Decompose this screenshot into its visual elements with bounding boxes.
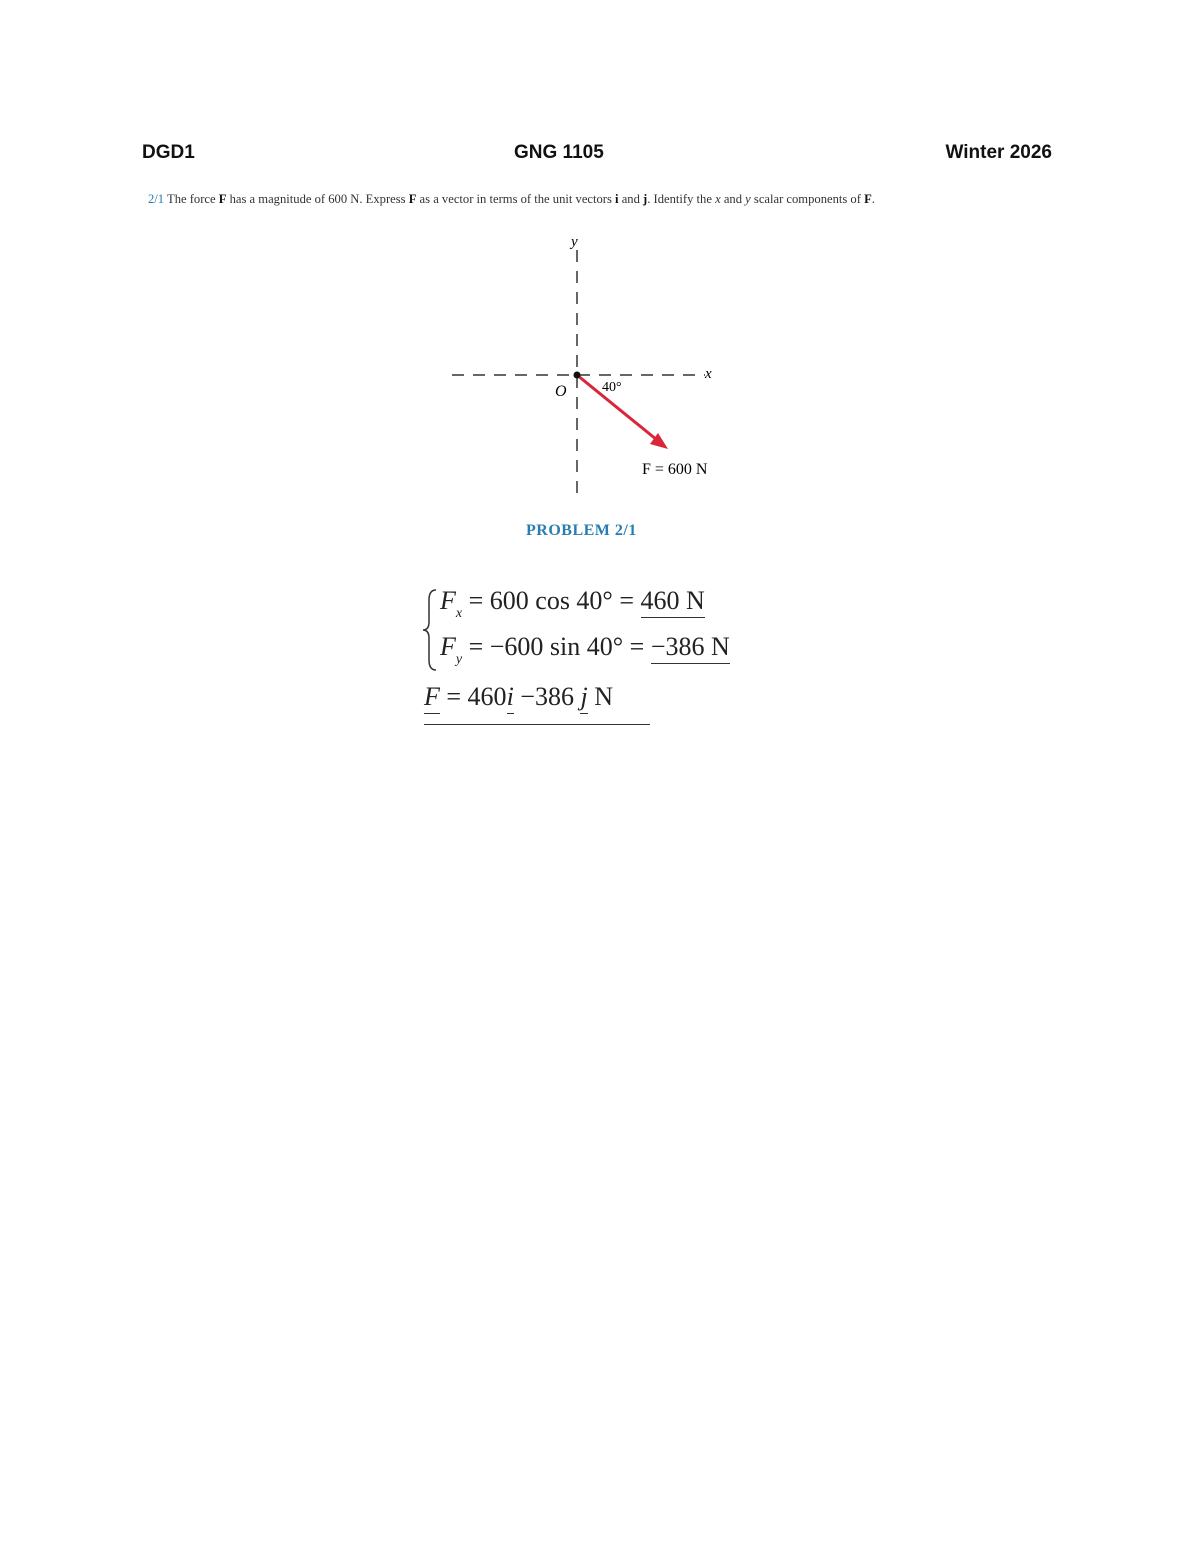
problem-text: The force — [167, 192, 219, 206]
force-diagram — [430, 228, 750, 508]
problem-text: has a magnitude of 600 N. Express — [226, 192, 409, 206]
fx-equation — [440, 586, 705, 620]
problem-text: and — [720, 192, 746, 206]
x-axis-label: x — [705, 366, 712, 382]
fy-result: −386 N — [651, 632, 730, 664]
problem-bold-j: j — [643, 192, 648, 206]
problem-text: . — [871, 192, 875, 206]
figure-title: PROBLEM 2/1 — [526, 522, 637, 539]
problem-statement — [148, 192, 1068, 207]
problem-bold-F: F — [864, 192, 872, 206]
header-course-code: GNG 1105 — [514, 142, 604, 163]
vector-expression: −386 — [513, 682, 581, 711]
fy-subscript: y — [455, 652, 463, 668]
angle-label: 40° — [602, 380, 622, 395]
fx-expression: = 600 cos 40° = — [462, 586, 641, 615]
header-term: Winter 2026 — [945, 142, 1052, 163]
fx-symbol: F — [440, 586, 456, 615]
problem-italic-x: x — [715, 192, 721, 206]
unit-vector-i: i — [507, 682, 514, 714]
y-axis-label: y — [571, 234, 578, 250]
problem-italic-y: y — [745, 192, 751, 206]
problem-bold-F: F — [408, 192, 417, 206]
problem-bold-F: F — [218, 192, 227, 206]
problem-text: and — [618, 192, 644, 206]
origin-point — [574, 372, 581, 379]
fy-symbol: F — [440, 632, 456, 661]
vector-unit: N — [587, 682, 613, 711]
origin-label: O — [555, 383, 567, 400]
vector-F: F — [424, 682, 440, 714]
system-brace — [420, 586, 442, 674]
unit-vector-j: j — [580, 682, 587, 714]
problem-number: 2/1 — [148, 192, 165, 206]
fx-subscript: x — [455, 606, 463, 622]
answer-underline — [424, 724, 650, 725]
problem-bold-i: i — [615, 192, 619, 206]
problem-text: scalar components of — [750, 192, 865, 206]
problem-text: as a vector in terms of the unit vectors — [416, 192, 616, 206]
vector-expression: = 460 — [439, 682, 507, 711]
problem-text: . Identify the — [647, 192, 716, 206]
header-course-section: DGD1 — [142, 142, 195, 163]
vector-equation — [424, 682, 613, 712]
force-label: F = 600 N — [642, 461, 708, 478]
fy-expression: = −600 sin 40° = — [462, 632, 651, 661]
fx-result: 460 N — [641, 586, 705, 618]
fy-equation — [440, 632, 730, 666]
